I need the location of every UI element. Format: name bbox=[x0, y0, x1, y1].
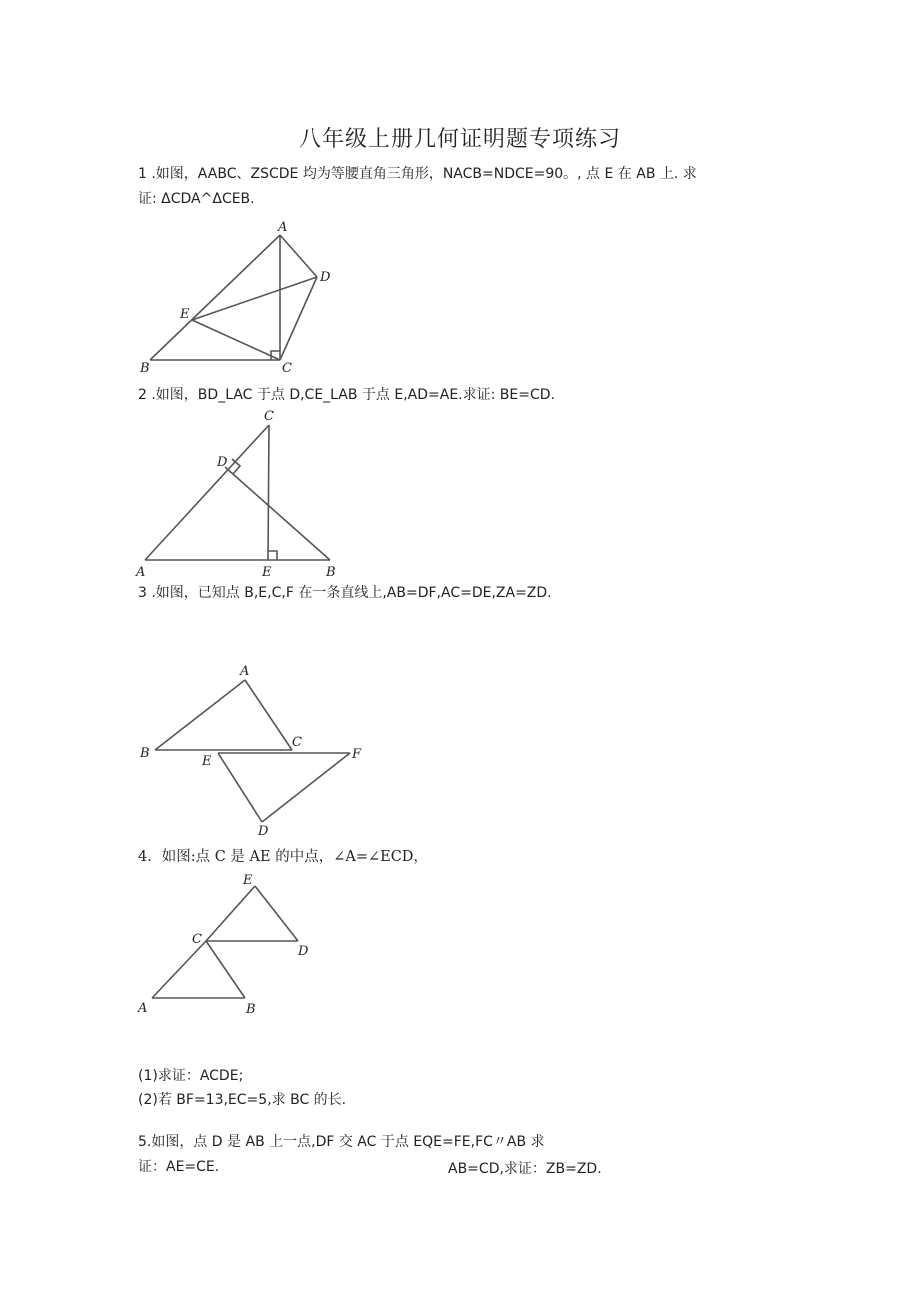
problem-1-text-line2: 证: ΔCDA^ΔCEB. bbox=[138, 191, 255, 207]
problem-4-text: 4．如图:点 C 是 AE 的中点，∠A=∠ECD， bbox=[138, 849, 428, 865]
problem-4-figure bbox=[130, 868, 330, 1018]
label-c: C bbox=[292, 735, 302, 750]
segment-cd bbox=[280, 277, 317, 360]
label-a: A bbox=[136, 565, 146, 580]
label-b: B bbox=[246, 1002, 256, 1017]
problem-5-text-line2: 证：AE=CE. bbox=[138, 1159, 220, 1175]
label-e: E bbox=[243, 873, 253, 888]
segment-fd bbox=[262, 753, 350, 822]
segment-cb bbox=[206, 941, 245, 998]
segment-ac bbox=[145, 425, 269, 560]
problem-5-text-line1: 5.如图，点 D 是 AB 上一点,DF 交 AC 于点 EQE=FE,FC〃AB 求 bbox=[138, 1134, 545, 1150]
label-c: C bbox=[192, 932, 202, 947]
segment-ed bbox=[218, 753, 262, 822]
label-a: A bbox=[278, 220, 288, 235]
label-b: B bbox=[140, 746, 150, 761]
problem-3-figure bbox=[130, 660, 380, 840]
problem-1-figure bbox=[130, 215, 350, 375]
label-a: A bbox=[138, 1001, 148, 1016]
problem-2-figure bbox=[130, 405, 350, 580]
label-f: F bbox=[352, 747, 362, 762]
segment-ba bbox=[150, 235, 280, 360]
segment-ed bbox=[255, 886, 298, 941]
problem-4-subquestion-1: (1)求证：ACDE; bbox=[138, 1068, 244, 1084]
label-c: C bbox=[264, 409, 274, 424]
problem-6-fragment-text: AB=CD,求证：ZB=ZD. bbox=[448, 1161, 602, 1177]
segment-ad bbox=[280, 235, 317, 277]
segment-ac bbox=[245, 680, 292, 750]
label-d: D bbox=[298, 944, 309, 959]
segment-ba bbox=[155, 680, 245, 750]
segment-ce bbox=[206, 886, 255, 941]
label-a: A bbox=[240, 664, 250, 679]
page-title: 八年级上册几何证明题专项练习 bbox=[298, 127, 621, 152]
segment-ac bbox=[152, 941, 206, 998]
segment-ed bbox=[192, 277, 317, 320]
label-d: D bbox=[320, 270, 331, 285]
label-d: D bbox=[217, 455, 228, 470]
right-angle-mark-e bbox=[268, 551, 277, 560]
label-b: B bbox=[140, 361, 150, 376]
problem-3-text: 3 .如图，已知点 B,E,C,F 在一条直线上,AB=DF,AC=DE,ZA=ZD. bbox=[138, 585, 552, 601]
problem-2-text: 2 .如图，BD_LAC 于点 D,CE_LAB 于点 E,AD=AE.求证: BE=CD. bbox=[138, 387, 555, 403]
label-c: C bbox=[282, 361, 292, 376]
segment-ec bbox=[192, 320, 280, 360]
problem-1-text-line1: 1 .如图，AABC、ZSCDE 均为等腰直角三角形，NACB=NDCE=90。, 点 E 在 AB 上. 求 bbox=[138, 166, 697, 182]
label-e: E bbox=[262, 565, 272, 580]
segment-bd bbox=[225, 467, 330, 560]
label-d: D bbox=[258, 824, 269, 839]
label-e: E bbox=[180, 307, 190, 322]
label-e: E bbox=[202, 754, 212, 769]
label-b: B bbox=[326, 565, 336, 580]
segment-ce bbox=[268, 425, 269, 560]
problem-4-subquestion-2: (2)若 BF=13,EC=5,求 BC 的长. bbox=[138, 1092, 347, 1108]
